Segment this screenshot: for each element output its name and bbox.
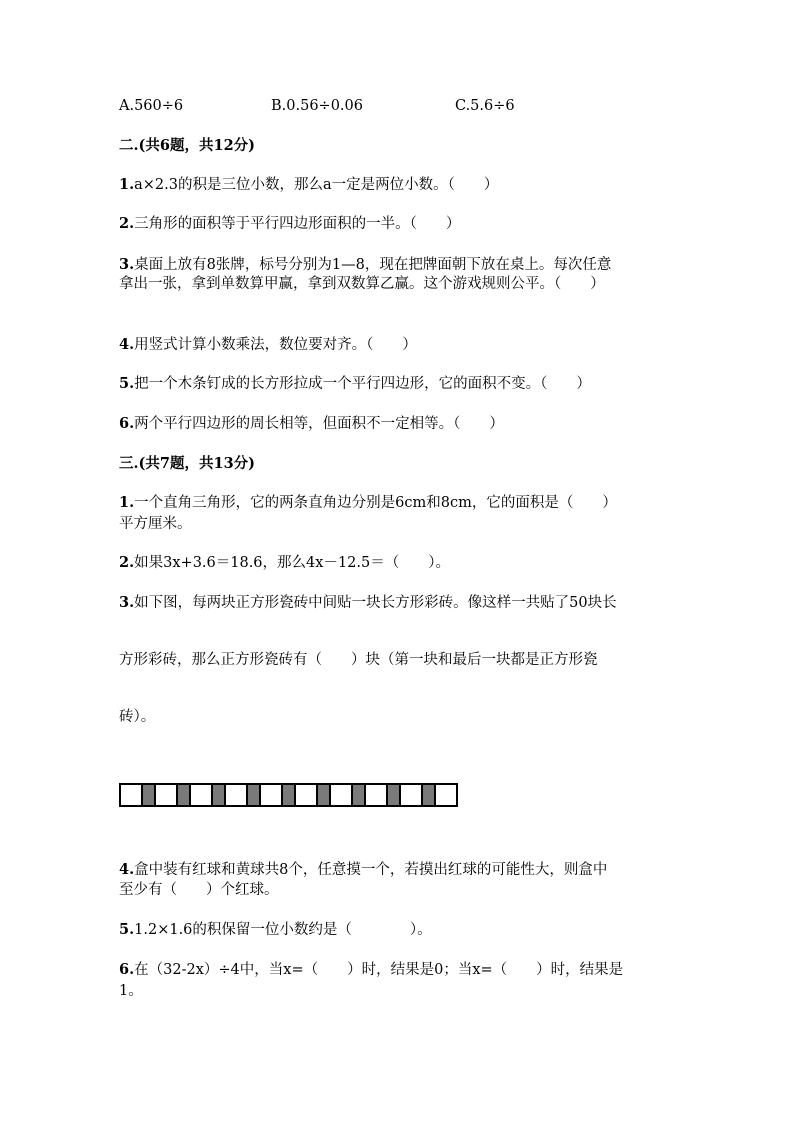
- s2-q1: [119, 176, 498, 194]
- question-number: 6.: [119, 961, 135, 978]
- square-tile: [154, 783, 178, 807]
- section-3-heading: 三.(共7题，共13分): [119, 455, 256, 472]
- question-number: 2.: [119, 554, 135, 571]
- s2-q2: [119, 215, 460, 233]
- s2-q3-line1: [119, 256, 611, 274]
- question-number: 1.: [119, 494, 135, 511]
- question-number: 5.: [119, 375, 135, 392]
- square-tile: [434, 783, 458, 807]
- question-number: 3.: [119, 594, 135, 611]
- s3-q2: [119, 554, 450, 572]
- square-tile: [399, 783, 423, 807]
- option-c: C.5.6÷6: [455, 98, 515, 114]
- question-number: 5.: [119, 921, 135, 938]
- question-text: 如下图，每两块正方形瓷砖中间贴一块长方形彩砖。像这样一共贴了50块长: [134, 595, 617, 611]
- question-text: 两个平行四边形的周长相等，但面积不一定相等。（ ）: [134, 416, 504, 432]
- s2-q6: [119, 415, 504, 433]
- square-tile: [189, 783, 213, 807]
- question-text: 用竖式计算小数乘法，数位要对齐。（ ）: [134, 337, 417, 353]
- square-tile: [259, 783, 283, 807]
- tile-strip-figure: [119, 783, 456, 807]
- s2-q5: [119, 375, 591, 393]
- s2-q4: [119, 336, 417, 354]
- square-tile: [329, 783, 353, 807]
- s2-q3-line2: 拿出一张，拿到单数算甲赢，拿到双数算乙赢。这个游戏规则公平。（ ）: [119, 276, 605, 292]
- option-a: A.560÷6: [119, 98, 184, 114]
- s3-q3-line2: 方形彩砖，那么正方形瓷砖有（ ）块（第一块和最后一块都是正方形瓷: [119, 652, 598, 668]
- question-text: 1.2×1.6的积保留一位小数约是（ ）。: [134, 922, 432, 938]
- question-number: 4.: [119, 336, 135, 353]
- s3-q1-line1: [119, 494, 617, 512]
- question-number: 4.: [119, 861, 135, 878]
- s3-q3-line3: 砖）。: [119, 709, 156, 725]
- s3-q6-line2: 1。: [119, 983, 143, 999]
- s3-q1-line2: 平方厘米。: [119, 516, 192, 532]
- question-text: 把一个木条钉成的长方形拉成一个平行四边形，它的面积不变。（ ）: [134, 376, 591, 392]
- question-text: a×2.3的积是三位小数，那么a一定是两位小数。（ ）: [134, 177, 499, 193]
- question-number: 6.: [119, 415, 135, 432]
- option-b: B.0.56÷0.06: [271, 98, 363, 114]
- question-number: 3.: [119, 256, 135, 273]
- question-text: 一个直角三角形，它的两条直角边分别是6cm和8cm，它的面积是（ ）: [134, 495, 617, 511]
- question-text: 三角形的面积等于平行四边形面积的一半。（ ）: [134, 216, 461, 232]
- question-text: 如果3x+3.6＝18.6，那么4x－12.5＝（ ）。: [134, 555, 450, 571]
- question-number: 1.: [119, 176, 135, 193]
- s3-q3-line1: [119, 594, 617, 612]
- s3-q4-line2: 至少有（ ）个红球。: [119, 882, 279, 898]
- square-tile: [294, 783, 318, 807]
- question-text: 桌面上放有8张牌，标号分别为1—8，现在把牌面朝下放在桌上。每次任意: [134, 257, 612, 273]
- s3-q6-line1: [119, 961, 623, 979]
- question-text: 在（32-2x）÷4中，当x=（ ）时，结果是0；当x=（ ）时，结果是: [134, 962, 624, 978]
- s3-q5: [119, 921, 432, 939]
- question-number: 2.: [119, 215, 135, 232]
- square-tile: [224, 783, 248, 807]
- question-text: 盒中装有红球和黄球共8个，任意摸一个，若摸出红球的可能性大，则盒中: [134, 862, 608, 878]
- section-2-heading: 二.(共6题，共12分): [119, 137, 256, 154]
- square-tile: [364, 783, 388, 807]
- square-tile: [119, 783, 143, 807]
- s3-q4-line1: [119, 861, 607, 879]
